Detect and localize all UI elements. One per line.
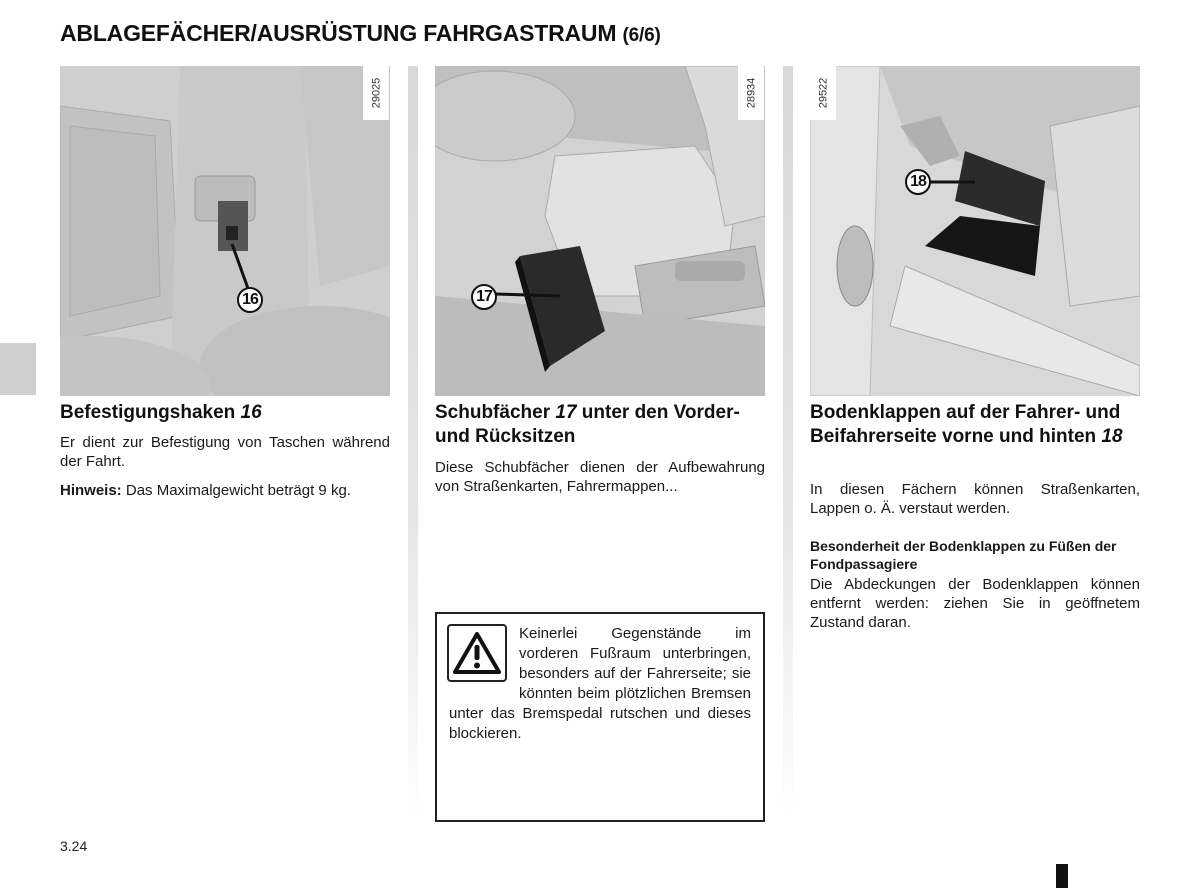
callout-17: 17 [471, 284, 497, 310]
page-number: 3.24 [60, 838, 88, 854]
photo-seat-drawer-illustration [435, 66, 765, 396]
column-divider-1 [408, 66, 418, 822]
note-fastening-hook: Hinweis: Das Maximalgewicht beträgt 9 kg. [60, 482, 351, 499]
photo-id-label: 29522 [810, 66, 836, 120]
photo-floor-compartment [810, 66, 1140, 396]
photo-fastening-hook [60, 66, 390, 396]
warning-box [435, 612, 765, 822]
text-seat-drawers: Diese Schubfächer dienen der Aufbewahrung von Straßenkarten, Fahrermappen... [435, 459, 765, 495]
heading-seat-drawers: Schubfächer 17 unter den Vorder- und Rücksitzen [435, 402, 740, 447]
text-fastening-hook: Er dient zur Befestigung von Taschen während der Fahrt. [60, 434, 390, 470]
page-title: ABLAGEFÄCHER/AUSRÜSTUNG FAHRGASTRAUM (6/6) [60, 20, 661, 46]
heading-floor-compartments: Bodenklappen auf der Fahrer- und Beifahrerseite vorne und hinten 18 [810, 402, 1123, 447]
photo-seat-drawer [435, 66, 765, 396]
heading-fastening-hook: Befestigungshaken 16 [60, 402, 262, 423]
page-edge-marker [1056, 864, 1068, 888]
callout-16: 16 [237, 287, 263, 313]
column-divider-2 [783, 66, 793, 822]
warning-text: Keinerlei Gegenstände im vorderen Fußraum unterbringen, besonders auf der Fahrerseite; sie könnten beim plötzlichen Bremsen unter das Bremspedal rutschen und dieses blockieren. [449, 625, 751, 742]
photo-floor-compartment-illustration [810, 66, 1140, 396]
text-floor-compartments: In diesen Fächern können Straßenkarten, Lappen o. Ä. verstaut werden. [810, 481, 1140, 517]
photo-id-label: 29025 [363, 66, 389, 120]
photo-fastening-hook-illustration [60, 66, 390, 396]
chapter-tab [0, 343, 36, 395]
callout-18: 18 [905, 169, 931, 195]
subheading-rear-compartments: Besonderheit der Bodenklappen zu Füßen der Fondpassagiere [810, 538, 1117, 572]
text-rear-compartments: Die Abdeckungen der Bodenklappen können entfernt werden: ziehen Sie in geöffnetem Zustand daran. [810, 576, 1140, 631]
page-title-suffix: (6/6) [622, 25, 661, 46]
photo-id-label: 28934 [738, 66, 764, 120]
